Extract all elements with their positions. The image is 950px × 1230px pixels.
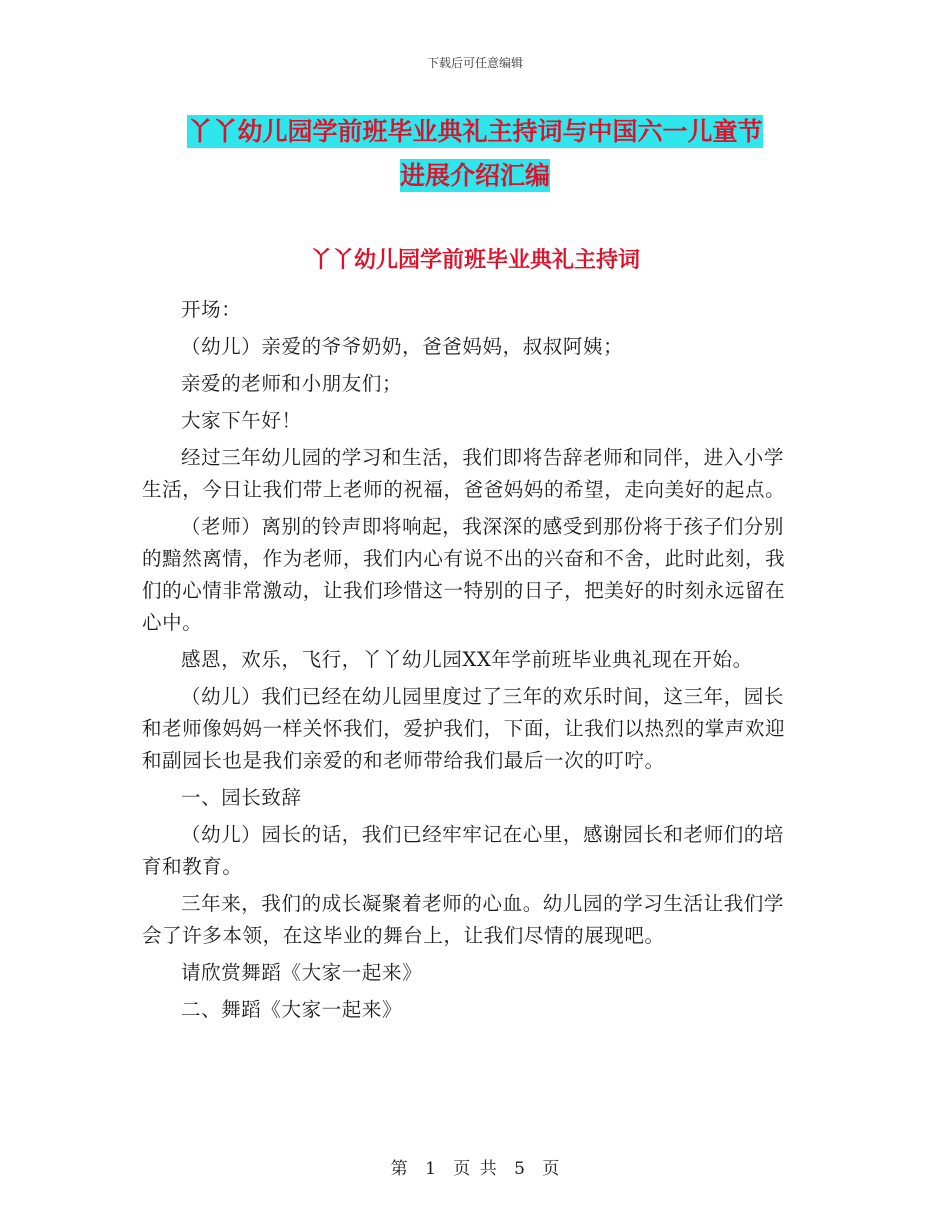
footer-suffix: 页 bbox=[542, 1159, 560, 1179]
paragraph: 感恩，欢乐，飞行，丫丫幼儿园XX年学前班毕业典礼现在开始。 bbox=[181, 648, 753, 671]
paragraph: 请欣赏舞蹈《大家一起来》 bbox=[181, 961, 423, 984]
document-body bbox=[142, 294, 802, 1031]
paragraph: 开场： bbox=[181, 298, 242, 321]
footer-prefix: 第 bbox=[390, 1159, 408, 1179]
paragraph: 亲爱的老师和小朋友们； bbox=[181, 372, 403, 395]
footer-page-number: 1 bbox=[425, 1159, 436, 1179]
paragraph: （老师）离别的铃声即将响起，我深深的感受到那份将于孩子们分别的黯然离情，作为老师，我们内心有说不出的兴奋和不舍，此时此刻，我们的心情非常激动，让我们珍惜这一特别的日子，把美好的时刻永远留在心中。 bbox=[142, 515, 786, 634]
paragraph: （幼儿）园长的话，我们已经牢牢记在心里，感谢园长和老师们的培育和教育。 bbox=[142, 823, 785, 878]
paragraph: （幼儿）我们已经在幼儿园里度过了三年的欢乐时间，这三年，园长和老师像妈妈一样关怀我们，爱护我们，下面，让我们以热烈的掌声欢迎和副园长也是我们亲爱的和老师带给我们最后一次的叮咛。 bbox=[142, 685, 786, 772]
paragraph: 经过三年幼儿园的学习和生活，我们即将告辞老师和同伴，进入小学生活，今日让我们带上老师的祝福，爸爸妈妈的希望，走向美好的起点。 bbox=[142, 446, 786, 501]
paragraph: （幼儿）亲爱的爷爷奶奶，爸爸妈妈，叔叔阿姨； bbox=[181, 335, 624, 358]
paragraph: 一、园长致辞 bbox=[181, 786, 302, 809]
title-line-1: 丫丫幼儿园学前班毕业典礼主持词与中国六一儿童节 bbox=[187, 117, 763, 146]
section-title: 丫丫幼儿园学前班毕业典礼主持词 bbox=[309, 248, 640, 273]
document-title bbox=[140, 110, 810, 198]
paragraph: 三年来，我们的成长凝聚着老师的心血。幼儿园的学习生活让我们学会了许多本领，在这毕业的舞台上，让我们尽情的展现吧。 bbox=[142, 892, 785, 947]
header-note: 下载后可任意编辑 bbox=[426, 56, 523, 70]
paragraph: 大家下午好！ bbox=[181, 409, 302, 432]
footer-total-pages: 5 bbox=[514, 1159, 525, 1179]
footer-middle: 页 共 bbox=[453, 1159, 497, 1179]
title-line-2: 进展介绍汇编 bbox=[399, 161, 550, 190]
paragraph: 二、舞蹈《大家一起来》 bbox=[181, 998, 403, 1021]
page-footer bbox=[0, 1154, 950, 1179]
